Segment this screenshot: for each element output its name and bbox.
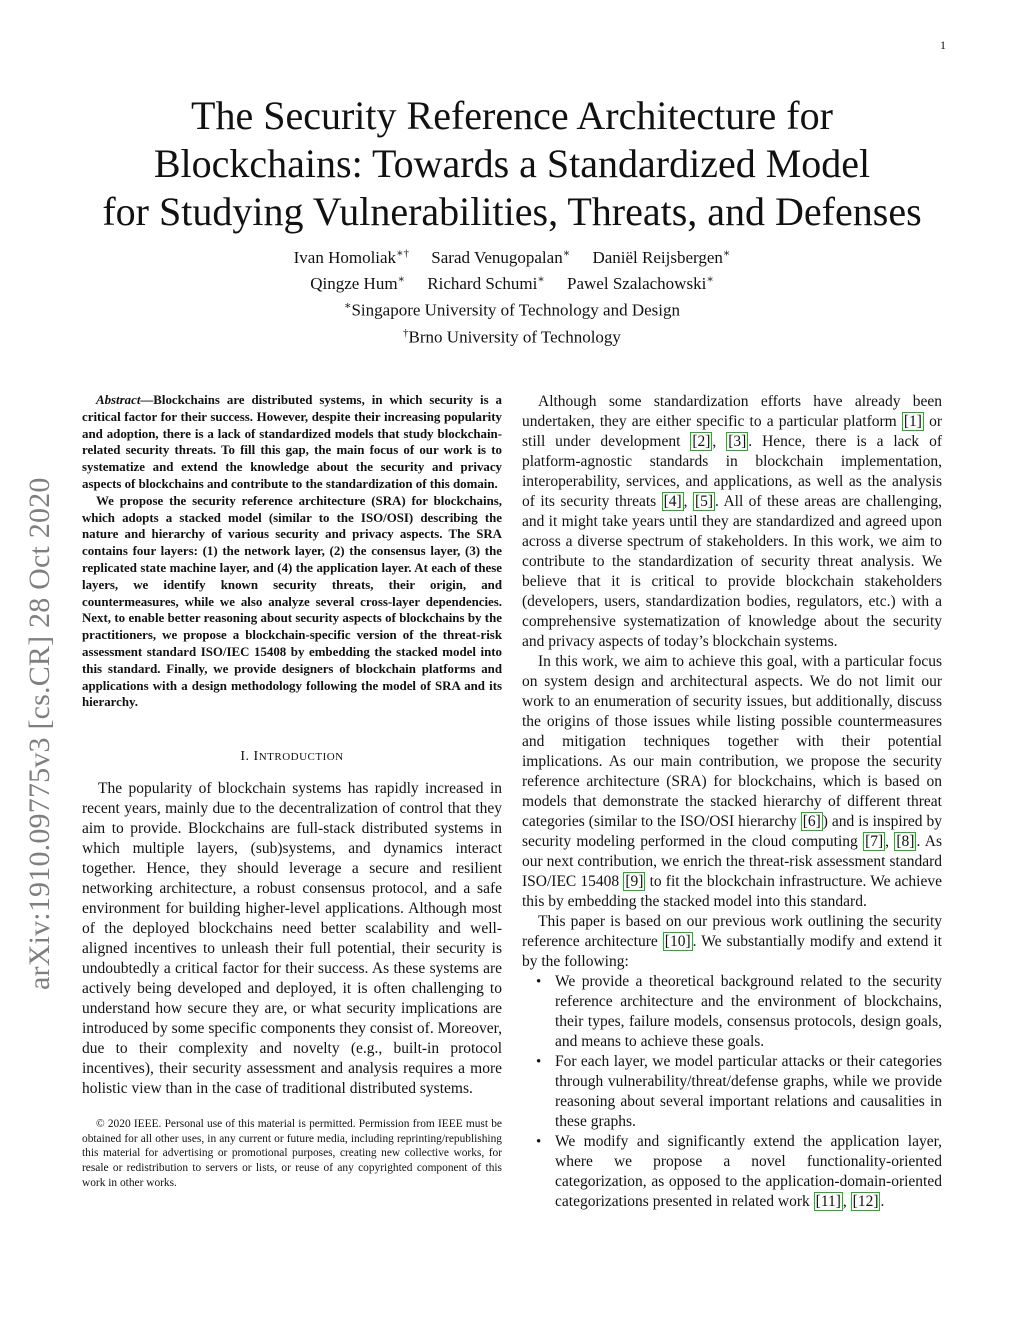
author-name: Daniël Reijsbergen∗ <box>592 247 731 267</box>
author-name: Richard Schumi∗ <box>427 273 545 294</box>
affiliation-1: ∗Singapore University of Technology and Design <box>343 300 680 320</box>
contribution-list <box>522 972 942 1212</box>
citation-link[interactable]: [1] <box>903 413 922 430</box>
right-paragraph-1: Although some standardization efforts have already been undertaken, they are either specific to a particular platform [1] or still under development [2] , [3] . Hence, there is a lack of platform-agnostic standards in blockchain implementation, interoperability, services, and applications, as well as the analysis of its security threats [4] , [5] . All of these areas are challenging, and it might take years until they are standardized and agreed upon across a diverse spectrum of stakeholders. In this work, we aim to contribute to the standardization of security threat analysis. We believe that it is critical to provide blockchain stakeholders (developers, users, standardization bodies, regulators, etc.) with a comprehensive systematization of knowledge about the security and privacy aspects of today’s blockchain systems. <box>522 393 943 650</box>
section-heading-introduction: I. INTRODUCTION <box>240 749 344 765</box>
author-block <box>150 242 874 349</box>
title-line-2: Blockchains: Towards a Standardized Model <box>153 141 871 186</box>
right-column <box>522 392 942 1212</box>
page-number: 1 <box>940 38 946 52</box>
citation-link[interactable]: [5] <box>694 493 714 510</box>
citation-link[interactable]: [9] <box>625 873 644 890</box>
list-item: • We provide a theoretical background related to the security reference architecture and the environment of blockchains, their types, failure models, consensus protocols, design goals, and means to achieve these goals. <box>536 973 942 1050</box>
arxiv-identifier-stamp: arXiv:1910.09775v3 [cs.CR] 28 Oct 2020 <box>23 477 56 990</box>
intro-paragraph-1: The popularity of blockchain systems has rapidly increased in recent years, mainly due to the decentralization of control that they aim to provide. Blockchains are full-stack distributed systems in which multiple layers, (sub)systems, and dynamics interact together. Hence, they should leverage a secure and resilient networking architecture, a robust consensus protocol, and a safe environment for building higher-level applications. Although most of the deployed blockchains need better scalability and well-aligned incentives to unleash their full potential, their security is undoubtedly a critical factor for their success. As these systems are actively being developed and deployed, it is often challenging to understand how secure they are, or what security implications are introduced by some specific components they consist of. Moreover, due to their complexity and novelty (e.g., built-in protocol incentives), their security assessment and analysis requires a more holistic view than in the case of traditional distributed systems. <box>82 780 502 1098</box>
citation-link[interactable]: [3] <box>728 433 747 450</box>
title-line-1: The Security Reference Architecture for <box>191 93 833 138</box>
author-name: Qingze Hum∗ <box>310 273 406 294</box>
title-line-3: for Studying Vulnerabilities, Threats, and Defenses <box>102 189 922 234</box>
citation-link[interactable]: [4] <box>663 493 682 510</box>
abstract-paragraph-1: Abstract—Blockchains are distributed systems, in which security is a critical factor for their success. However, despite their increasing popularity and adoption, there is a lack of standardized models that study blockchain-related security threats. To fill this gap, the main focus of our work is to systematize and extend the knowledge about the security and privacy aspects of blockchains and contribute to the standardization of this domain. <box>82 393 502 491</box>
copyright-footnote: © 2020 IEEE. Personal use of this material is permitted. Permission from IEEE must be obtained for all other uses, in any current or future media, including reprinting/republishing this material for advertising or promotional purposes, creating new collective works, for resale or redistribution to servers or lists, or reuse of any copyrighted component of this work in other works. <box>82 1118 502 1189</box>
author-name: Ivan Homoliak∗† <box>293 247 410 267</box>
right-paragraph-3: This paper is based on our previous work outlining the security reference architecture [10] . We substantially modify and extend it by the following: <box>522 913 942 970</box>
introduction-text <box>82 779 502 1099</box>
citation-link[interactable]: [12] <box>852 1193 879 1210</box>
list-item: • We modify and significantly extend the application layer, where we propose a novel functionality-oriented categorization, as opposed to the application-domain-oriented categorizations presented in related work [11] , [12] . <box>536 1133 942 1210</box>
citation-link[interactable]: [10] <box>664 933 691 950</box>
citation-link[interactable]: [8] <box>896 833 915 850</box>
paper-title <box>80 92 944 236</box>
abstract-label: Abstract <box>96 393 141 407</box>
author-name: Pawel Szalachowski∗ <box>567 273 714 294</box>
bullet-icon: • <box>536 1134 542 1150</box>
author-name: Sarad Venugopalan∗ <box>431 247 571 267</box>
bullet-icon: • <box>536 1054 542 1070</box>
bullet-icon: • <box>536 974 542 990</box>
citation-link[interactable]: [6] <box>802 813 821 830</box>
citation-link[interactable]: [11] <box>815 1193 841 1210</box>
author-row-2 <box>150 269 874 296</box>
author-row-1 <box>150 242 874 269</box>
citation-link[interactable]: [2] <box>692 433 711 450</box>
abstract-paragraph-2: We propose the security reference architecture (SRA) for blockchains, which adopts a stacked model (similar to the ISO/OSI) describing the nature and hierarchy of various security and privacy aspects. The SRA contains four layers: (1) the network layer, (2) the consensus layer, (3) the replicated state machine layer, and (4) the application layer. At each of these layers, we identify known security threats, their origin, and countermeasures, while we also analyze several cross-layer dependencies. Next, to enable better reasoning about security aspects of blockchains by the practitioners, we propose a blockchain-specific version of the threat-risk assessment standard ISO/IEC 15408 by embedding the stacked model into this standard. Finally, we provide designers of blockchain platforms and applications with a design methodology following the model of SRA and its hierarchy. <box>82 493 502 710</box>
left-column <box>82 392 502 1190</box>
citation-link[interactable]: [7] <box>865 833 884 850</box>
affiliation-2: †Brno University of Technology <box>403 326 621 347</box>
right-column-text <box>522 392 942 1212</box>
abstract <box>82 392 502 711</box>
right-paragraph-2: In this work, we aim to achieve this goal, with a particular focus on system design and architectural aspects. We do not limit our work to an enumeration of security issues, but additionally, discuss the origins of those issues while listing possible countermeasures and mitigation techniques together with their potential implications. As our main contribution, we propose the security reference architecture (SRA) for blockchains, which is based on models that demonstrate the stacked hierarchy of different threat categories (similar to the ISO/OSI hierarchy [6] ) and is inspired by security modeling performed in the cloud computing [7] , [8] . As our next contribution, we enrich the threat-risk assessment standard ISO/IEC 15408 [9] to fit the blockchain infrastructure. We achieve this by embedding the stacked model into this standard. <box>522 653 942 910</box>
list-item: • For each layer, we model particular attacks or their categories through vulnerability/threat/defense graphs, while we provide reasoning about several important relations and causalities in these graphs. <box>536 1053 942 1130</box>
